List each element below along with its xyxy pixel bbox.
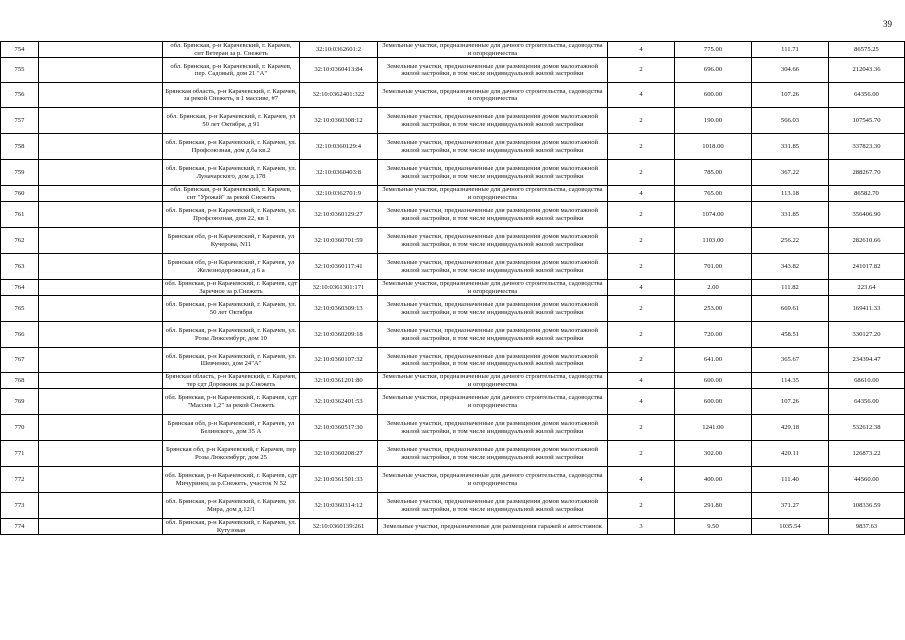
group-cell: 2 [608,202,675,228]
address-cell: обл. Брянская, р-н Карачевский, г. Карачев, ул. Профсоюзная, дом д.6а кв.2 [163,134,300,160]
group-cell: 2 [608,160,675,186]
land-use-cell: Земельные участки, предназначенные для размещения гаражей и автостоянок [378,519,608,535]
blank-cell [39,415,163,441]
land-use-cell: Земельные участки, предназначенные для размещения домов малоэтажной жилой застройки, в том числе индивидуальной жилой застройки [378,228,608,254]
row-number-cell: 754 [1,42,39,58]
cadastral-value-cell: 68610.00 [829,373,905,389]
row-number-cell: 769 [1,389,39,415]
group-cell: 2 [608,415,675,441]
land-registry-table [0,41,905,535]
land-use-cell: Земельные участки, предназначенные для размещения домов малоэтажной жилой застройки, в том числе индивидуальной жилой застройки [378,415,608,441]
table-row [1,441,905,467]
blank-cell [39,348,163,373]
blank-cell [39,83,163,108]
area-cell: 600.00 [675,389,752,415]
cadastral-value-cell: 356406.90 [829,202,905,228]
area-cell: 701.00 [675,254,752,280]
address-cell: обл. Брянская, р-н Карачевский, г. Карачев, ул. Розы Люксембург, дом 10 [163,322,300,348]
address-cell: обл. Брянская, р-н Карачевский, г. Карачев, сдт "Массив 1,2" за рекой Снежеть [163,389,300,415]
cadastral-number-cell: 32:10:0360413:84 [300,58,378,83]
cadastral-value-cell: 330127.20 [829,322,905,348]
area-cell: 253.00 [675,296,752,322]
group-cell: 4 [608,186,675,202]
blank-cell [39,322,163,348]
specific-value-cell: 107.26 [752,389,829,415]
group-cell: 2 [608,348,675,373]
group-cell: 2 [608,441,675,467]
row-number-cell: 757 [1,108,39,134]
group-cell: 2 [608,228,675,254]
specific-value-cell: 331.85 [752,134,829,160]
row-number-cell: 767 [1,348,39,373]
table-row [1,83,905,108]
area-cell: 1103.00 [675,228,752,254]
address-cell: обл. Брянская, р-н Карачевский, г. Карачев, ул 50 лет Октября, д 91 [163,108,300,134]
address-cell: обл. Брянская, р-н Карачевский, г. Карачев, пер. Садовый, дом 21 "А" [163,58,300,83]
table-row [1,42,905,58]
blank-cell [39,202,163,228]
group-cell: 2 [608,322,675,348]
cadastral-value-cell: 86582.70 [829,186,905,202]
cadastral-number-cell: 32:10:0360208:27 [300,441,378,467]
cadastral-number-cell: 32:10:0360701:59 [300,228,378,254]
blank-cell [39,42,163,58]
blank-cell [39,296,163,322]
specific-value-cell: 107.26 [752,83,829,108]
row-number-cell: 763 [1,254,39,280]
address-cell: Брянская обл, р-н Карачевский, г Карачев, ул Кучерова, N11 [163,228,300,254]
cadastral-value-cell: 64356.00 [829,83,905,108]
cadastral-value-cell: 86575.25 [829,42,905,58]
cadastral-number-cell: 32:10:0360129:4 [300,134,378,160]
land-use-cell: Земельные участки, предназначенные для размещения домов малоэтажной жилой застройки, в том числе индивидуальной жилой застройки [378,348,608,373]
address-cell: обл. Брянская, р-н Карачевский, г. Карачев, ул. Кутузовая [163,519,300,535]
address-cell: Брянская область, р-н Карачевский, г. Карачев, за рекой Снежеть, в 1 массиве, #7 [163,83,300,108]
land-use-cell: Земельные участки, предназначенные для размещения домов малоэтажной жилой застройки, в том числе индивидуальной жилой застройки [378,108,608,134]
cadastral-number-cell: 32:10:0361301:171 [300,280,378,296]
cadastral-number-cell: 32:10:0360309:13 [300,296,378,322]
specific-value-cell: 365.67 [752,348,829,373]
cadastral-number-cell: 32:10:0361501:33 [300,467,378,493]
address-cell: Брянская обл, р-н Карачевский, г Карачев, пер Розы Люксембург, дом 25 [163,441,300,467]
row-number-cell: 756 [1,83,39,108]
blank-cell [39,441,163,467]
area-cell: 1018.00 [675,134,752,160]
table-row [1,296,905,322]
table-row [1,58,905,83]
land-use-cell: Земельные участки, предназначенные для размещения домов малоэтажной жилой застройки, в том числе индивидуальной жилой застройки [378,493,608,519]
cadastral-number-cell: 32:10:0362601:2 [300,42,378,58]
blank-cell [39,134,163,160]
blank-cell [39,467,163,493]
specific-value-cell: 669.61 [752,296,829,322]
specific-value-cell: 371.27 [752,493,829,519]
area-cell: 765.00 [675,186,752,202]
land-use-cell: Земельные участки, предназначенные для дачного строительства, садоводства и огородничества [378,373,608,389]
row-number-cell: 765 [1,296,39,322]
cadastral-value-cell: 108336.59 [829,493,905,519]
address-cell: обл. Брянская, р-н Карачевский, г. Карачев, ул. Мира, дом д.12/1 [163,493,300,519]
specific-value-cell: 420.11 [752,441,829,467]
group-cell: 2 [608,58,675,83]
table-row [1,254,905,280]
land-use-cell: Земельные участки, предназначенные для дачного строительства, садоводства и огородничества [378,467,608,493]
cadastral-value-cell: 64356.00 [829,389,905,415]
table-row [1,348,905,373]
specific-value-cell: 458.51 [752,322,829,348]
blank-cell [39,493,163,519]
cadastral-number-cell: 32:10:0360107:32 [300,348,378,373]
row-number-cell: 764 [1,280,39,296]
table-row [1,228,905,254]
cadastral-value-cell: 9837.63 [829,519,905,535]
group-cell: 2 [608,108,675,134]
table-row [1,493,905,519]
specific-value-cell: 343.82 [752,254,829,280]
table-row [1,108,905,134]
cadastral-value-cell: 288267.70 [829,160,905,186]
cadastral-number-cell: 32:10:0360517:30 [300,415,378,441]
area-cell: 400.00 [675,467,752,493]
area-cell: 9.50 [675,519,752,535]
address-cell: обл. Брянская, р-н Карачевский, г. Карачев, ул. Луначарского, дом д.178 [163,160,300,186]
blank-cell [39,519,163,535]
land-use-cell: Земельные участки, предназначенные для дачного строительства, садоводства и огородничества [378,83,608,108]
blank-cell [39,389,163,415]
cadastral-value-cell: 241017.82 [829,254,905,280]
table-body [1,42,905,535]
land-use-cell: Земельные участки, предназначенные для дачного строительства, садоводства и огородничества [378,42,608,58]
row-number-cell: 771 [1,441,39,467]
cadastral-number-cell: 32:10:0360308:12 [300,108,378,134]
blank-cell [39,228,163,254]
area-cell: 775.00 [675,42,752,58]
cadastral-number-cell: 32:10:0360314:12 [300,493,378,519]
blank-cell [39,160,163,186]
cadastral-number-cell: 32:10:0362701:9 [300,186,378,202]
specific-value-cell: 566.03 [752,108,829,134]
table-row [1,186,905,202]
address-cell: Брянская обл, р-н Карачевский, г Карачев, ул Железнодорожная, д 6 а [163,254,300,280]
table-row [1,202,905,228]
specific-value-cell: 111.40 [752,467,829,493]
blank-cell [39,254,163,280]
land-use-cell: Земельные участки, предназначенные для дачного строительства, садоводства и огородничества [378,280,608,296]
area-cell: 1241.00 [675,415,752,441]
specific-value-cell: 367.22 [752,160,829,186]
area-cell: 302.00 [675,441,752,467]
address-cell: обл. Брянская, р-н Карачевский, г. Карачев, ул. Шевченко, дом 24"А" [163,348,300,373]
blank-cell [39,108,163,134]
land-use-cell: Земельные участки, предназначенные для размещения домов малоэтажной жилой застройки, в том числе индивидуальной жилой застройки [378,296,608,322]
blank-cell [39,186,163,202]
cadastral-number-cell: 32:10:0360209:18 [300,322,378,348]
blank-cell [39,58,163,83]
land-use-cell: Земельные участки, предназначенные для размещения домов малоэтажной жилой застройки, в том числе индивидуальной жилой застройки [378,322,608,348]
specific-value-cell: 111.82 [752,280,829,296]
specific-value-cell: 114.35 [752,373,829,389]
row-number-cell: 762 [1,228,39,254]
cadastral-number-cell: 32:10:0360403:8 [300,160,378,186]
cadastral-number-cell: 32:10:0360139:261 [300,519,378,535]
area-cell: 641.00 [675,348,752,373]
page-number: 39 [883,19,892,29]
area-cell: 2.00 [675,280,752,296]
land-use-cell: Земельные участки, предназначенные для размещения домов малоэтажной жилой застройки, в том числе индивидуальной жилой застройки [378,160,608,186]
specific-value-cell: 113.18 [752,186,829,202]
row-number-cell: 774 [1,519,39,535]
area-cell: 190.00 [675,108,752,134]
cadastral-value-cell: 44560.00 [829,467,905,493]
area-cell: 600.00 [675,373,752,389]
blank-cell [39,373,163,389]
specific-value-cell: 111.71 [752,42,829,58]
cadastral-value-cell: 337823.30 [829,134,905,160]
cadastral-value-cell: 532612.38 [829,415,905,441]
address-cell: обл. Брянская, р-н Карачевский, г. Карачев, снт Ветеран за р. Снежеть [163,42,300,58]
table-row [1,415,905,441]
blank-cell [39,280,163,296]
group-cell: 4 [608,389,675,415]
table-row [1,160,905,186]
land-use-cell: Земельные участки, предназначенные для дачного строительства, садоводства и огородничества [378,389,608,415]
land-use-cell: Земельные участки, предназначенные для размещения домов малоэтажной жилой застройки, в том числе индивидуальной жилой застройки [378,254,608,280]
cadastral-value-cell: 234394.47 [829,348,905,373]
group-cell: 2 [608,254,675,280]
specific-value-cell: 304.66 [752,58,829,83]
row-number-cell: 768 [1,373,39,389]
land-use-cell: Земельные участки, предназначенные для размещения домов малоэтажной жилой застройки, в том числе индивидуальной жилой застройки [378,441,608,467]
cadastral-number-cell: 32:10:0361201:80 [300,373,378,389]
area-cell: 696.00 [675,58,752,83]
cadastral-value-cell: 282610.66 [829,228,905,254]
cadastral-value-cell: 107545.70 [829,108,905,134]
table-row [1,373,905,389]
specific-value-cell: 256.22 [752,228,829,254]
row-number-cell: 766 [1,322,39,348]
table-row [1,389,905,415]
table-row [1,519,905,535]
cadastral-value-cell: 169411.33 [829,296,905,322]
land-use-cell: Земельные участки, предназначенные для размещения домов малоэтажной жилой застройки, в том числе индивидуальной жилой застройки [378,58,608,83]
cadastral-number-cell: 32:10:0360117:41 [300,254,378,280]
row-number-cell: 759 [1,160,39,186]
group-cell: 2 [608,134,675,160]
area-cell: 291.80 [675,493,752,519]
area-cell: 1074.00 [675,202,752,228]
specific-value-cell: 1035.54 [752,519,829,535]
land-use-cell: Земельные участки, предназначенные для дачного строительства, садоводства и огородничества [378,186,608,202]
group-cell: 2 [608,493,675,519]
specific-value-cell: 429.18 [752,415,829,441]
specific-value-cell: 331.85 [752,202,829,228]
cadastral-value-cell: 223.64 [829,280,905,296]
row-number-cell: 770 [1,415,39,441]
address-cell: обл. Брянская, р-н Карачевский, г. Карачев, сдт Заречное за р.Снежеть [163,280,300,296]
group-cell: 4 [608,373,675,389]
row-number-cell: 755 [1,58,39,83]
cadastral-number-cell: 32:10:0362401:53 [300,389,378,415]
cadastral-value-cell: 212043.36 [829,58,905,83]
land-use-cell: Земельные участки, предназначенные для размещения домов малоэтажной жилой застройки, в том числе индивидуальной жилой застройки [378,134,608,160]
group-cell: 4 [608,83,675,108]
cadastral-number-cell: 32:10:0360129:27 [300,202,378,228]
group-cell: 2 [608,296,675,322]
area-cell: 785.00 [675,160,752,186]
table-row [1,322,905,348]
table-row [1,467,905,493]
table-row [1,280,905,296]
address-cell: Брянская обл, р-н Карачевский, г Карачев, ул Белинского, дом 35 А [163,415,300,441]
cadastral-value-cell: 126873.22 [829,441,905,467]
table-row [1,134,905,160]
area-cell: 600.00 [675,83,752,108]
address-cell: обл. Брянская, р-н Карачевский, г. Карачев, ул. 50 лет Октября [163,296,300,322]
address-cell: обл. Брянская, р-н Карачевский, г. Карачев, ул. Профсоюзная, дом 22, кв 1 [163,202,300,228]
group-cell: 4 [608,280,675,296]
group-cell: 3 [608,519,675,535]
area-cell: 720.00 [675,322,752,348]
address-cell: обл. Брянская, р-н Карачевский, г. Карачев, снт "Урожай" за рекой Снежеть [163,186,300,202]
row-number-cell: 761 [1,202,39,228]
cadastral-number-cell: 32:10:0362401:322 [300,83,378,108]
address-cell: Брянская область, р-н Карачевский, г. Карачев, тер сдт Дорожник за р.Снежеть [163,373,300,389]
row-number-cell: 760 [1,186,39,202]
group-cell: 4 [608,42,675,58]
land-use-cell: Земельные участки, предназначенные для размещения домов малоэтажной жилой застройки, в том числе индивидуальной жилой застройки [378,202,608,228]
row-number-cell: 758 [1,134,39,160]
row-number-cell: 772 [1,467,39,493]
address-cell: обл. Брянская, р-н Карачевский, г. Карачев, сдт Мичуринец за р.Снежеть, участок N 52 [163,467,300,493]
group-cell: 4 [608,467,675,493]
row-number-cell: 773 [1,493,39,519]
